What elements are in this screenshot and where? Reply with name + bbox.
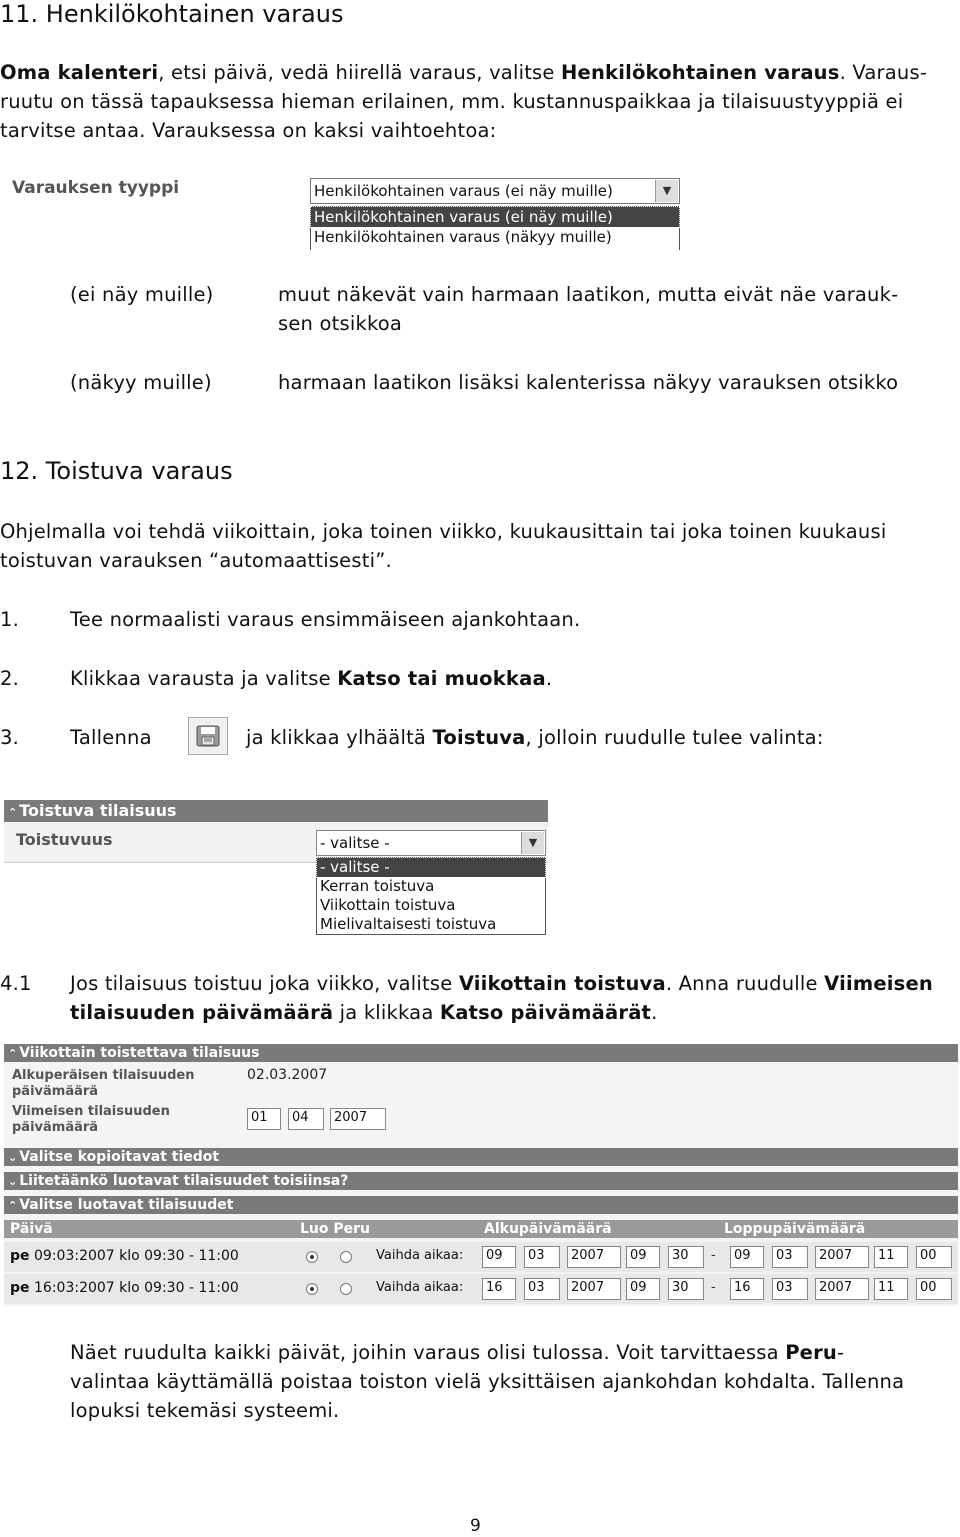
start-minute-input[interactable]: 30 [668,1246,704,1268]
section-12-heading: 12. Toistuva varaus [0,457,233,485]
option-mielivaltaisesti-toistuva[interactable]: Mielivaltaisesti toistuva [320,915,497,933]
term-oma-kalenteri: Oma kalenteri [0,61,159,84]
save-button[interactable] [188,717,228,755]
term-katso-tai-muokkaa: Katso tai muokkaa [337,667,546,690]
end-minute-input[interactable]: 00 [916,1278,952,1300]
section-link-events[interactable]: ⌄ Liitetäänkö luotavat tilaisuudet toisiinsa? [4,1172,958,1190]
step-2-text: Klikkaa varausta ja valitse Katso tai muokkaa. [70,667,553,690]
option-term-nakyy: (näkyy muille) [70,371,212,394]
option-viikottain-toistuva[interactable]: Viikottain toistuva [320,896,456,914]
section-12-paragraph-line1: Ohjelmalla voi tehdä viikoittain, joka toinen viikko, kuukausittain tai joka toinen kuukausi [0,520,887,543]
start-year-input[interactable]: 2007 [567,1246,621,1268]
end-hour-input[interactable]: 11 [874,1246,908,1268]
radio-luo[interactable] [306,1283,318,1295]
term-viimeisen: Viimeisen [824,972,933,995]
section-11-paragraph-line2: ruutu on tässä tapauksessa hieman erilainen, mm. kustannuspaikkaa ja tilaisuustyyppiä ei [0,90,904,113]
option-ei-nay-muille[interactable]: Henkilökohtainen varaus (ei näy muille) [311,207,679,227]
start-day-input[interactable]: 09 [482,1246,516,1268]
start-minute-input[interactable]: 30 [668,1278,704,1300]
term-tilaisuuden-paivamaara: tilaisuuden päivämäärä [70,1001,334,1024]
step-41-number: 4.1 [0,972,32,995]
radio-peru[interactable] [340,1251,352,1263]
collapse-icon: ⌃ [8,1199,18,1212]
col-alkupaivamaara: Alkupäivämäärä [484,1221,612,1237]
start-hour-input[interactable]: 09 [626,1278,660,1300]
collapse-icon: ⌃ [8,1047,18,1060]
row-day: pe [10,1248,30,1264]
option-desc-ei-nay-line2: sen otsikkoa [278,312,403,335]
row-when: 16:03:2007 klo 09:30 - 11:00 [34,1280,239,1296]
chevron-down-icon[interactable]: ▼ [655,180,678,202]
section-11-paragraph-line3: tarvitse antaa. Varauksessa on kaksi vaihtoehtoa: [0,119,497,142]
section-12-paragraph-line2: toistuvan varauksen “automaattisesti”. [0,549,392,572]
table-row: pe 09:03:2007 klo 09:30 - 11:00 Vaihda aikaa: 09 03 2007 09 30 - 09 03 2007 11 00 [4,1242,958,1272]
last-date-year-input[interactable]: 2007 [330,1108,386,1130]
option-nakyy-muille[interactable]: Henkilökohtainen varaus (näkyy muille) [314,228,612,246]
step-2-number: 2. [0,667,20,690]
section-11-heading: 11. Henkilökohtainen varaus [0,0,344,28]
section-select-events[interactable]: ⌃ Valitse luotavat tilaisuudet [4,1196,958,1214]
step-1-number: 1. [0,608,20,631]
reservation-type-options [310,206,680,250]
table-header [4,1220,958,1238]
start-month-input[interactable]: 03 [524,1246,560,1268]
end-day-input[interactable]: 16 [730,1278,764,1300]
col-loppupaivamaara: Loppupäivämäärä [724,1221,866,1237]
row-change-label: Vaihda aikaa: [376,1248,464,1263]
option-desc-ei-nay-line1: muut näkevät vain harmaan laatikon, mutta eivät näe varauk- [278,283,899,306]
weekly-panel [4,1044,958,1306]
expand-icon: ⌄ [8,1175,18,1188]
radio-luo[interactable] [306,1251,318,1263]
step-41-line2: tilaisuuden päivämäärä ja klikkaa Katso päivämäärät. [70,1001,658,1024]
last-date-month-input[interactable]: 04 [288,1108,324,1130]
reservation-type-label: Varauksen tyyppi [12,178,180,198]
term-viikottain-toistuva: Viikottain toistuva [458,972,666,995]
repeat-select[interactable]: - valitse - ▼ [316,830,546,856]
end-month-input[interactable]: 03 [772,1246,808,1268]
option-desc-nakyy: harmaan laatikon lisäksi kalenterissa näkyy varauksen otsikko [278,371,899,394]
last-date-label-line2: päivämäärä [12,1120,99,1135]
last-date-day-input[interactable]: 01 [247,1108,281,1130]
radio-peru[interactable] [340,1283,352,1295]
last-date-label-line1: Viimeisen tilaisuuden [12,1104,170,1119]
end-minute-input[interactable]: 00 [916,1246,952,1268]
step-41-line1: Jos tilaisuus toistuu joka viikko, valitse Viikottain toistuva. Anna ruudulle Viimeisen [70,972,933,995]
closing-line2: valintaa käyttämällä poistaa toiston vielä yksittäisen ajankohdan kohdalta. Tallenna [70,1370,905,1393]
start-day-input[interactable]: 16 [482,1278,516,1300]
closing-line1: Näet ruudulta kaikki päivät, joihin varaus olisi tulossa. Voit tarvittaessa Peru- [70,1341,845,1364]
step-3-text: Tallenna [70,726,152,749]
term-henkilokohtainen-varaus: Henkilökohtainen varaus [561,61,840,84]
collapse-icon: ⌃ [8,806,18,819]
closing-line3: lopuksi tekemäsi systeemi. [70,1399,340,1422]
term-toistuva: Toistuva [432,726,526,749]
repeat-options [316,857,546,935]
orig-date-label-line2: päivämäärä [12,1084,99,1099]
row-day: pe [10,1280,30,1296]
term-peru: Peru [785,1341,838,1364]
chevron-down-icon[interactable]: ▼ [521,832,544,854]
repeat-panel-header[interactable]: ⌃ Toistuva tilaisuus [4,800,548,822]
reservation-type-select[interactable] [310,178,680,250]
option-kerran-toistuva[interactable]: Kerran toistuva [320,877,435,895]
col-paiva: Päivä [10,1221,53,1237]
row-when: 09:03:2007 klo 09:30 - 11:00 [34,1248,239,1264]
weekly-panel-header[interactable]: ⌃ Viikottain toistettava tilaisuus [4,1044,958,1062]
end-year-input[interactable]: 2007 [815,1246,869,1268]
orig-date-value: 02.03.2007 [247,1067,328,1083]
save-icon [195,723,221,749]
expand-icon: ⌄ [8,1151,18,1164]
start-month-input[interactable]: 03 [524,1278,560,1300]
repeat-label: Toistuvuus [16,830,113,849]
end-day-input[interactable]: 09 [730,1246,764,1268]
repeat-panel [4,800,548,940]
step-3-number: 3. [0,726,20,749]
reservation-type-select-value[interactable]: Henkilökohtainen varaus (ei näy muille) ▼ [310,178,680,204]
option-term-ei-nay: (ei näy muille) [70,283,214,306]
option-valitse[interactable]: - valitse - [317,858,545,877]
start-year-input[interactable]: 2007 [567,1278,621,1300]
step-1-text: Tee normaalisti varaus ensimmäiseen ajankohtaan. [70,608,581,631]
end-year-input[interactable]: 2007 [815,1278,869,1300]
start-hour-input[interactable]: 09 [626,1246,660,1268]
section-copy-data[interactable]: ⌄ Valitse kopioitavat tiedot [4,1148,958,1166]
end-month-input[interactable]: 03 [772,1278,808,1300]
page-number: 9 [470,1516,481,1536]
step-3-text-rest: ja klikkaa ylhäältä Toistuva, jolloin ruudulle tulee valinta: [246,726,824,749]
term-katso-paivamaarat: Katso päivämäärät [439,1001,652,1024]
section-11-paragraph-line1: Oma kalenteri, etsi päivä, vedä hiirellä varaus, valitse Henkilökohtainen varaus. Varaus- [0,61,928,84]
table-row: pe 16:03:2007 klo 09:30 - 11:00 Vaihda aikaa: 16 03 2007 09 30 - 16 03 2007 11 00 [4,1274,958,1304]
orig-date-label-line1: Alkuperäisen tilaisuuden [12,1068,195,1083]
end-hour-input[interactable]: 11 [874,1278,908,1300]
col-luo-peru: Luo Peru [300,1221,371,1237]
row-change-label: Vaihda aikaa: [376,1280,464,1295]
